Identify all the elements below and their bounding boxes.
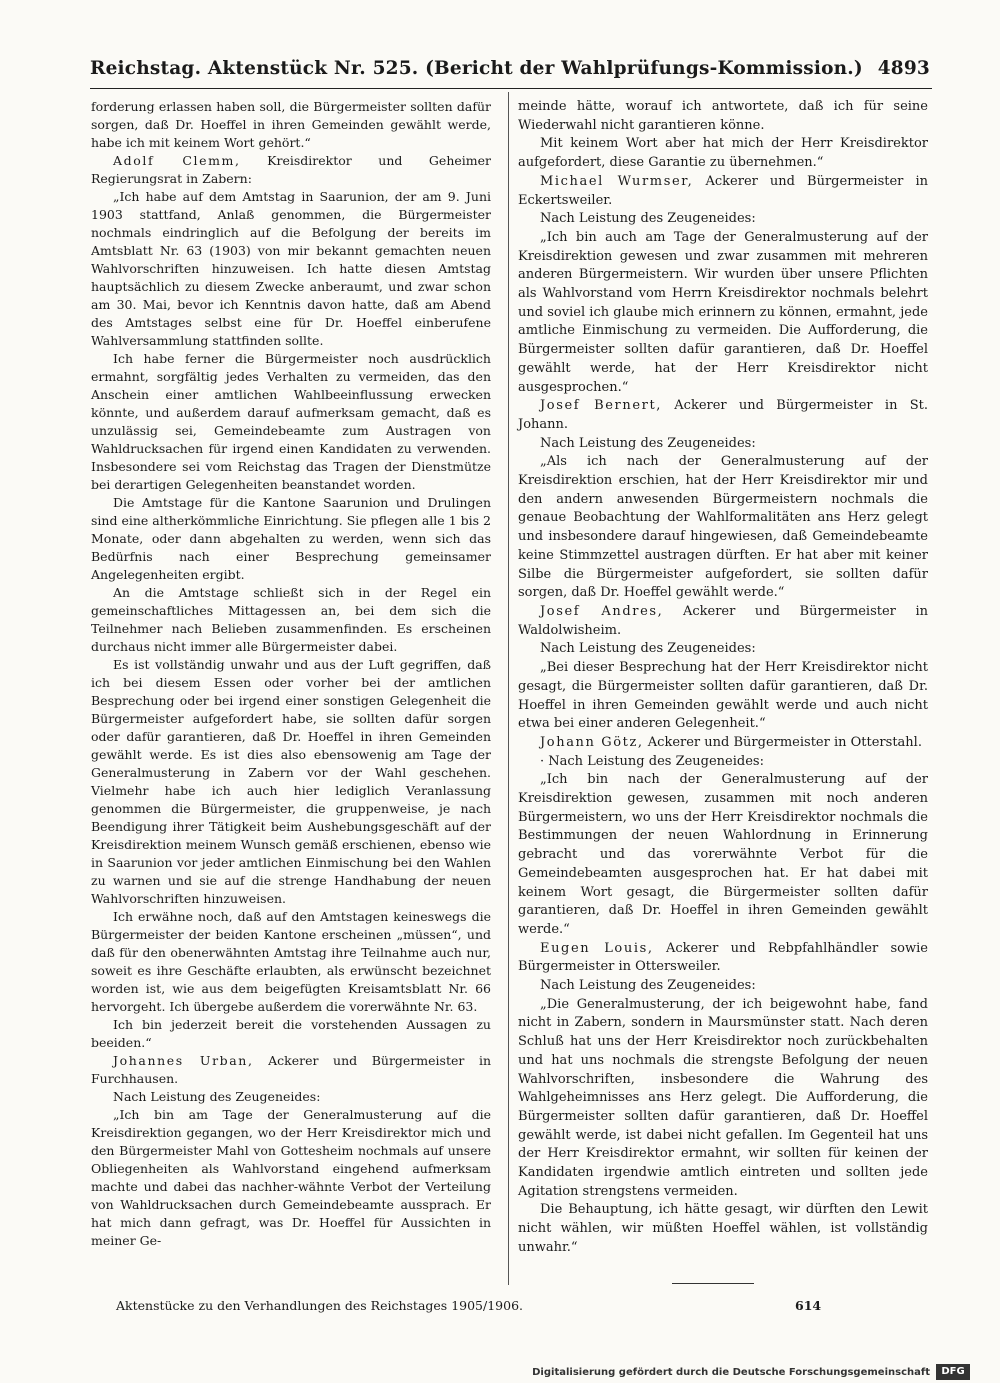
right-column <box>518 98 928 1258</box>
text-paragraph: Nach Leistung des Zeugeneides: <box>113 1089 321 1104</box>
text-paragraph: „Die Generalmusterung, der ich beigewohnt habe, fand nicht in Zabern, sondern in Maursmünster statt. Nach deren Schluß hat uns der Herr Kreisdirektor noch zurückbehalten und hat uns nochmals die strengste Befolgung der neuen Wahlvorschriften, insbesondere die Wahrung des Wahlgeheimnisses ans Herz gelegt. Die Aufforderung, die Bürgermeister sollten dafür garantieren, daß Dr. Hoeffel gewählt werde, ist dabei nicht gefallen. Im Gegenteil hat uns der Herr Kreisdirektor ermahnt, wir sollten für keinen der Kandidaten irgendwie amtlich eintreten und sollten jede Agitation strengstens vermeiden. <box>518 996 928 1199</box>
text-paragraph: „Ich habe auf dem Amtstag in Saarunion, der am 9. Juni 1903 stattfand, Anlaß genommen, die Bürgermeister nochmals eindringlich auf die Befolgung der bereits im Amtsblatt Nr. 63 (1903) von mir bekannt gemachten neuen Wahlvorschriften hinzuweisen. Ich hatte diesen Amtstag hauptsächlich zu diesem Zwecke anberaumt, und zwar schon am 30. Mai, bevor ich Kenntnis davon hatte, daß am Abend des Amtstages selbst eine für Dr. Hoeffel einberufene Wahlversammlung stattfinden sollte. <box>91 189 491 348</box>
witness-description: Ackerer und Bürgermeister in Waldolwisheim. <box>518 603 928 638</box>
witness-description: Ackerer und Bürgermeister in Eckertsweiler. <box>518 173 928 208</box>
witness-name: Johannes Urban, <box>113 1053 254 1068</box>
text-paragraph: Ich habe ferner die Bürgermeister noch ausdrücklich ermahnt, sorgfältig jedes Verhalten zu vermeiden, das den Anschein einer amtlichen Wahlbeeinflussung erwecken könnte, und außerdem darauf aufmerksam gemacht, daß es unzulässig sei, Gemeindebeamte zum Austragen von Wahldrucksachen für irgend einen Kandidaten zu verwenden. Insbesondere sei vom Reichstag das Tragen der Dienstmütze bei derartigen Gelegenheiten beanstandet worden. <box>91 351 491 492</box>
text-paragraph: Ich erwähne noch, daß auf den Amtstagen keineswegs die Bürgermeister der beiden Kantone erscheinen „müssen“, und daß für den obenerwähnten Amtstag ihre Teilnahme auch nur, soweit es ihre Geschäfte erlaubten, als erwünscht bezeichnet worden ist, wie aus dem beigefügten Kreisamtsblatt Nr. 66 hervorgeht. Ich übergebe außerdem die vorerwähnte Nr. 63. <box>91 909 491 1014</box>
text-paragraph: Die Behauptung, ich hätte gesagt, wir dürften den Lewit nicht wählen, wir müßten Hoeffel wählen, ist vollständig unwahr.“ <box>518 1202 928 1255</box>
column-divider <box>508 92 509 1285</box>
text-paragraph: „Als ich nach der Generalmusterung auf der Kreisdirektion erschien, hat der Herr Kreisdirektor mir und den andern anwesenden Bürgermeistern nochmals die genaue Beobachtung der Wahlformalitäten ans Herz gelegt und insbesondere darauf hingewiesen, daß Gemeindebeamte keine Stimmzettel austragen dürften. Er hat aber mit keiner Silbe die Bürgermeister aufgefordert, sie sollten dafür sorgen, daß Dr. Hoeffel gewählt werde.“ <box>518 454 928 601</box>
witness-name: Johann Götz, <box>540 734 644 750</box>
text-paragraph: Die Amtstage für die Kantone Saarunion und Drulingen sind eine altherkömmliche Einrichtung. Sie pflegen alle 1 bis 2 Monate, oder dann abgehalten zu werden, wenn sich das Bedürfnis nach einer Besprechung gemeinsamer Angelegenheiten ergibt. <box>91 495 491 582</box>
text-paragraph: forderung erlassen haben soll, die Bürgermeister sollten dafür sorgen, daß Dr. Hoeffel in ihren Gemeinden gewählt werde, habe ich mit keinem Wort gehört.“ <box>91 99 491 150</box>
witness-paragraph <box>518 734 928 753</box>
witness-paragraph <box>518 397 928 434</box>
text-paragraph: Nach Leistung des Zeugeneides: <box>540 978 756 994</box>
witness-description: Ackerer und Bürgermeister in Otterstahl. <box>643 734 922 750</box>
witness-name: Adolf Clemm, <box>113 153 241 168</box>
text-paragraph: · Nach Leistung des Zeugeneides: <box>540 753 764 769</box>
witness-paragraph <box>91 1052 491 1088</box>
end-rule <box>672 1283 754 1284</box>
page-header <box>90 58 930 88</box>
witness-description: Ackerer und Bürgermeister in Furchhausen. <box>91 1053 491 1086</box>
witness-paragraph <box>518 173 928 210</box>
text-paragraph: Ich bin jederzeit bereit die vorstehenden Aussagen zu beeiden.“ <box>91 1017 491 1050</box>
page-number: 4893 <box>877 58 930 79</box>
witness-description: Kreisdirektor und Geheimer Regierungsrat in Zabern: <box>91 153 491 186</box>
witness-paragraph <box>91 152 491 188</box>
witness-paragraph <box>518 940 928 977</box>
footer-source: Aktenstücke zu den Verhandlungen des Reichstages 1905/1906. <box>116 1298 524 1313</box>
text-paragraph: Nach Leistung des Zeugeneides: <box>540 641 756 657</box>
text-paragraph: „Ich bin am Tage der Generalmusterung auf die Kreisdirektion gegangen, wo der Herr Kreisdirektor mich und den Bürgermeister Mahl von Gottesheim nochmals auf unsere Obliegenheiten als Wahlvorstand eingehend aufmerksam machte und dabei das nachher-wähnte Verbot der Verteilung von Wahldrucksachen durch Gemeindebeamte aussprach. Er hat mich dann gefragt, was Dr. Hoeffel für Aussichten in meiner Ge- <box>91 1107 491 1248</box>
witness-name: Josef Bernert, <box>540 398 662 414</box>
witness-name: Michael Wurmser, <box>540 173 694 189</box>
text-paragraph: Es ist vollständig unwahr und aus der Luft gegriffen, daß ich bei diesem Essen oder vorher bei der amtlichen Besprechung oder bei irgend einer sonstigen Gelegenheit die Bürgermeister aufgefordert habe, sie sollten dafür sorgen oder dafür garantieren, daß Dr. Hoeffel in ihren Gemeinden gewählt werde. Es ist dies also ebensowenig am Tage der Generalmusterung in Zabern vor der Wahl geschehen. Vielmehr habe ich auch hier lediglich Veranlassung genommen die Bürgermeister, die gruppenweise, je nach Beendigung ihrer Tätigkeit beim Aushebungsgeschäft auf der Kreisdirektion meinem Wunsch gemäß erschienen, ebenso wie in Saarunion vor jeder amtlichen Einmischung bei den Wahlen zu warnen und sie auf die strenge Handhabung der neuen Wahlvorschriften hinzuweisen. <box>91 657 491 906</box>
footer-sheet-number: 614 <box>795 1298 822 1313</box>
running-title: Reichstag. Aktenstück Nr. 525. (Bericht der Wahlprüfungs-Kommission.) <box>90 58 863 79</box>
witness-description: Ackerer und Bürgermeister in St. Johann. <box>518 398 928 432</box>
header-rule <box>90 88 932 89</box>
text-paragraph: meinde hätte, worauf ich antwortete, daß ich für seine Wiederwahl nicht garantieren könne. <box>518 99 928 133</box>
digitization-note: Digitalisierung gefördert durch die Deutsche Forschungsgemeinschaft <box>532 1367 930 1378</box>
witness-name: Josef Andres, <box>540 603 664 619</box>
witness-paragraph <box>518 603 928 640</box>
text-paragraph: „Ich bin auch am Tage der Generalmusterung auf der Kreisdirektion gewesen und zwar zusammen mit mehreren anderen Bürgermeistern. Wir wurden über unsere Pflichten als Wahlvorstand vom Herrn Kreisdirektor nochmals belehrt und soviel ich glaube mich erinnern zu können, ermahnt, jede amtliche Einmischung zu vermeiden. Die Aufforderung, die Bürgermeister sollten dafür garantieren, daß Dr. Hoeffel gewählt werde, hat der Herr Kreisdirektor nicht ausgesprochen.“ <box>518 229 928 395</box>
text-paragraph: Mit keinem Wort aber hat mich der Herr Kreisdirektor aufgefordert, diese Garantie zu übernehmen.“ <box>518 136 928 171</box>
text-paragraph: Nach Leistung des Zeugeneides: <box>540 211 756 227</box>
left-column <box>91 98 491 1250</box>
text-paragraph: „Bei dieser Besprechung hat der Herr Kreisdirektor nicht gesagt, die Bürgermeister sollten dafür garantieren, daß Dr. Hoeffel in ihren Gemeinden gewählt werde und auch nicht etwa bei einer anderen Gelegenheit.“ <box>518 660 928 732</box>
text-paragraph: „Ich bin nach der Generalmusterung auf der Kreisdirektion gewesen, zusammen mit noch anderen Bürgermeistern, wo uns der Herr Kreisdirektor nochmals die Bestimmungen der neuen Wahlordnung in Erinnerung gebracht und das vorerwähnte Verbot für die Gemeindebeamten ausgesprochen hat. Er hat dabei mit keinem Wort gesagt, die Bürgermeister sollten dafür garantieren, daß Dr. Hoeffel in ihren Gemeinden gewählt werde.“ <box>518 772 928 937</box>
dfg-logo: DFG <box>936 1364 970 1380</box>
text-paragraph: Nach Leistung des Zeugeneides: <box>540 435 756 451</box>
text-paragraph: An die Amtstage schließt sich in der Regel ein gemeinschaftliches Mittagessen an, bei dem sich die Teilnehmer nach Belieben zusammenfinden. Es erscheinen durchaus nicht immer alle Bürgermeister dabei. <box>91 585 491 654</box>
witness-name: Eugen Louis, <box>540 940 654 956</box>
witness-description: Ackerer und Rebpfahlhändler sowie Bürgermeister in Ottersweiler. <box>518 940 928 975</box>
